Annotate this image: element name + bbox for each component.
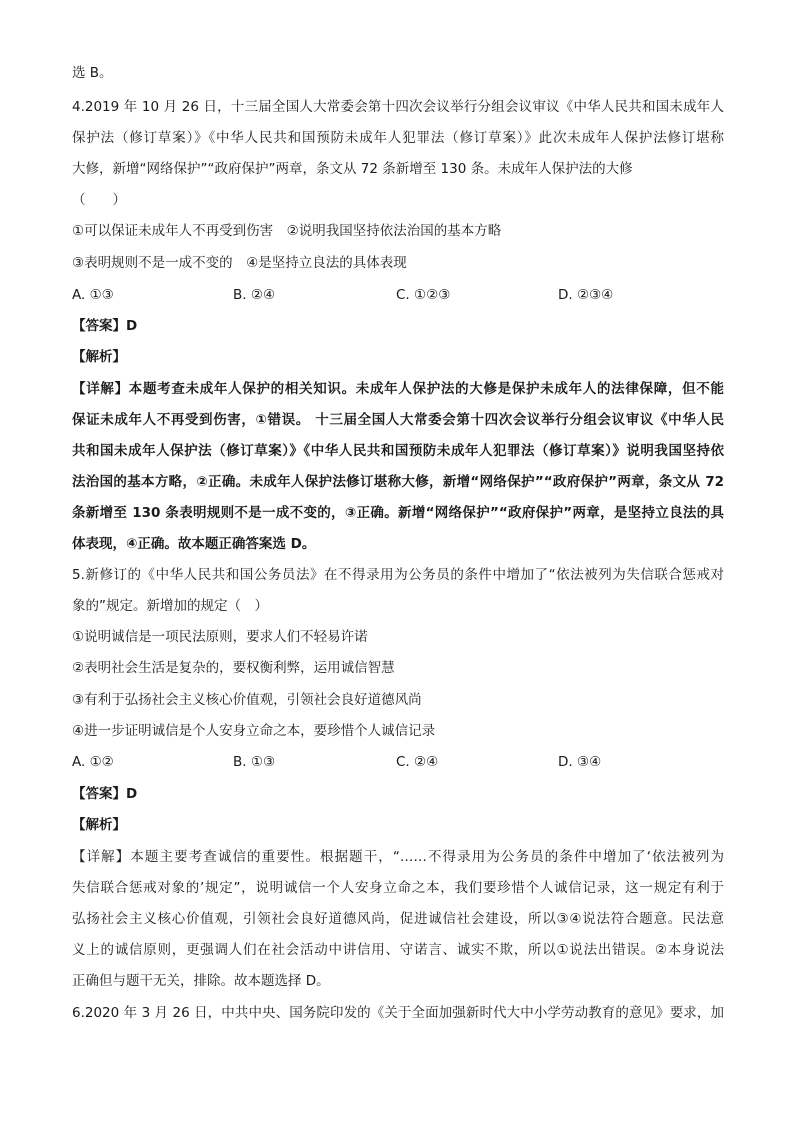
question-4-option-b: B. ②④ bbox=[233, 287, 276, 303]
question-4-detail-2: 保证未成年人不再受到伤害，①错误。 十三届全国人大常委会第十四次会议举行分组会议审议《中华人民 bbox=[72, 412, 724, 428]
question-4-detail-3: 共和国未成年人保护法（修订草案）》《中华人民共和国预防未成年人犯罪法（修订草案）》说明我国坚持依 bbox=[72, 443, 724, 459]
question-5-detail-4: 义上的诚信原则，更强调人们在社会活动中讲信用、守诺言、诚实不欺，所以①说法出错误。②本身说法 bbox=[72, 942, 724, 958]
question-4-option-a: A. ①③ bbox=[72, 287, 114, 303]
question-5-option-d: D. ③④ bbox=[558, 754, 602, 770]
question-6-line-1: 6.2020 年 3 月 26 日，中共中央、国务院印发的《关于全面加强新时代大中小学劳动教育的意见》要求，加 bbox=[72, 1005, 724, 1021]
question-5-detail-3: 弘扬社会主义核心价值观，引领社会良好道德风尚，促进诚信社会建设，所以③④说法符合题意。民法意 bbox=[72, 911, 724, 927]
question-5-statement-4: ④进一步证明诚信是个人安身立命之本，要珍惜个人诚信记录 bbox=[72, 723, 436, 739]
question-5-detail-1: 【详解】本题主要考查诚信的重要性。根据题干，“……不得录用为公务员的条件中增加了‘依法被列为 bbox=[72, 849, 724, 865]
question-4-line-2: 保护法（修订草案）》《中华人民共和国预防未成年人犯罪法（修订草案）》此次未成年人保护法修订堪称 bbox=[72, 130, 724, 146]
question-5-line-2: 象的”规定。新增加的规定（ ） bbox=[72, 598, 268, 614]
question-5-statement-3: ③有利于弘扬社会主义核心价值观，引领社会良好道德风尚 bbox=[72, 692, 422, 708]
question-4-answer: 【答案】D bbox=[72, 318, 138, 334]
question-4-line-1: 4.2019 年 10 月 26 日，十三届全国人大常委会第十四次会议举行分组会议审议《中华人民共和国未成年人 bbox=[72, 99, 724, 115]
question-5-detail-5: 正确但与题干无关，排除。故本题选择 D。 bbox=[72, 973, 330, 989]
question-4-statements-2: ③表明规则不是一成不变的 ④是坚持立良法的具体表现 bbox=[72, 255, 407, 271]
question-4-detail-5: 条新增至 130 条表明规则不是一成不变的，③正确。新增“网络保护”“政府保护”两章，是坚持立良法的具 bbox=[72, 505, 724, 521]
question-4-detail-6: 体表现，④正确。故本题正确答案选 D。 bbox=[72, 536, 316, 552]
previous-answer-tail: 选 B。 bbox=[72, 65, 113, 81]
question-4-blank: （ ） bbox=[72, 192, 126, 208]
question-4-option-c: C. ①②③ bbox=[396, 287, 451, 303]
question-5-option-a: A. ①② bbox=[72, 754, 114, 770]
question-4-option-d: D. ②③④ bbox=[558, 287, 614, 303]
question-5-analysis-label: 【解析】 bbox=[72, 817, 126, 833]
question-5-option-b: B. ①③ bbox=[233, 754, 276, 770]
question-4-analysis-label: 【解析】 bbox=[72, 349, 126, 365]
question-5-statement-2: ②表明社会生活是复杂的，要权衡利弊，运用诚信智慧 bbox=[72, 660, 395, 676]
question-5-detail-2: 失信联合惩戒对象的’规定”，说明诚信一个人安身立命之本，我们要珍惜个人诚信记录，这一规定有利于 bbox=[72, 880, 724, 896]
question-4-detail-4: 法治国的基本方略，②正确。未成年人保护法修订堪称大修，新增“网络保护”“政府保护”两章，条文从 72 bbox=[72, 474, 724, 490]
question-5-line-1: 5.新修订的《中华人民共和国公务员法》在不得录用为公务员的条件中增加了“依法被列为失信联合惩戒对 bbox=[72, 567, 724, 583]
question-5-option-c: C. ②④ bbox=[396, 754, 439, 770]
question-4-line-3: 大修，新增“网络保护”“政府保护”两章，条文从 72 条新增至 130 条。未成年人保护法的大修 bbox=[72, 161, 633, 177]
question-5-statement-1: ①说明诚信是一项民法原则，要求人们不轻易许诺 bbox=[72, 629, 368, 645]
question-4-statements-1: ①可以保证未成年人不再受到伤害 ②说明我国坚持依法治国的基本方略 bbox=[72, 223, 502, 239]
question-5-answer: 【答案】D bbox=[72, 786, 138, 802]
question-4-detail-1: 【详解】本题考查未成年人保护的相关知识。未成年人保护法的大修是保护未成年人的法律保障，但不能 bbox=[72, 381, 724, 397]
